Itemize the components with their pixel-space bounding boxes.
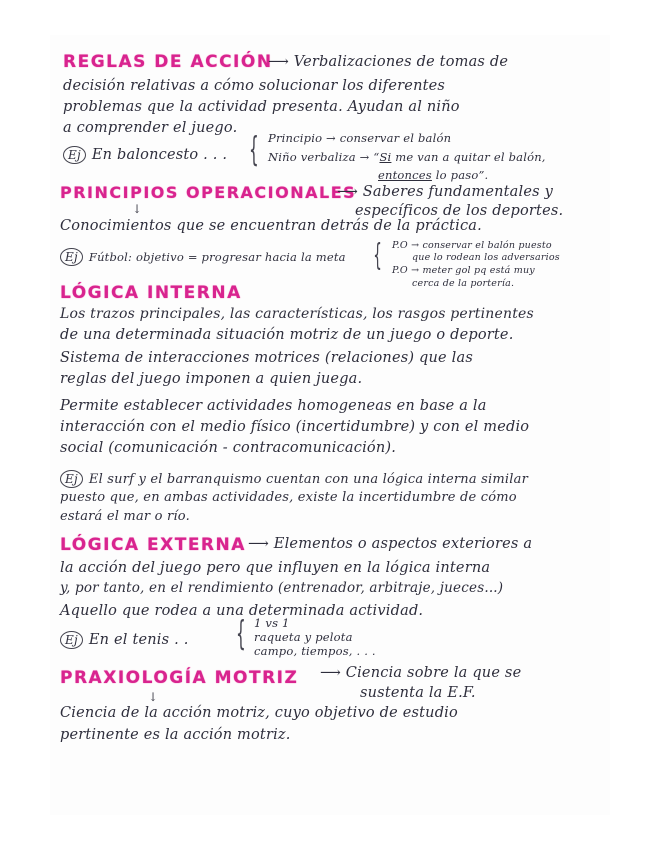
example-line: puesto que, en ambas actividades, existe la incertidumbre de cómo (60, 490, 517, 505)
underlined-word: Si (379, 150, 392, 164)
definition-line: Ciencia de la acción motriz, cuyo objetivo de estudio (60, 705, 458, 721)
example-detail: P.O → conservar el balón puesto (392, 240, 552, 251)
example-line (60, 470, 528, 488)
heading-logica-interna: LÓGICA INTERNA (60, 283, 242, 303)
definition-line: la acción del juego pero que influyen en la lógica interna (60, 560, 491, 576)
example-detail (268, 150, 546, 164)
example-detail: que lo rodean los adversarios (412, 252, 560, 263)
example-text: En baloncesto . . . (91, 147, 228, 163)
example-text: Fútbol: objetivo = progresar hacia la meta (88, 250, 346, 264)
definition-line: Aquello que rodea a una determinada actividad. (60, 603, 424, 619)
definition-line: de una determinada situación motriz de un juego o deporte. (60, 327, 514, 343)
example-text: El surf y el barranquismo cuentan con una lógica interna similar (88, 472, 528, 487)
example-detail: Principio → conservar el balón (268, 131, 452, 145)
example-detail-text: Niño verbaliza → “ (268, 150, 380, 164)
heading-logica-externa: LÓGICA EXTERNA (60, 535, 246, 555)
definition-line: ⟶ Verbalizaciones de tomas de (268, 54, 509, 70)
definition-line: ⟶ Elementos o aspectos exteriores a (248, 536, 533, 552)
example-line (60, 631, 189, 649)
example-detail: P.O → meter gol pq está muy (392, 265, 535, 276)
definition-line: pertinente es la acción motriz. (60, 727, 291, 743)
definition-line: Conocimientos que se encuentran detrás de la práctica. (60, 218, 482, 234)
example-badge: Ej (60, 470, 83, 488)
example-text: En el tenis . . (88, 632, 189, 648)
brace-icon: { (248, 130, 259, 170)
heading-principios-operacionales: PRINCIPIOS OPERACIONALES (60, 183, 357, 202)
arrow-down-icon: ↓ (132, 202, 143, 216)
example-detail: raqueta y pelota (254, 630, 353, 644)
example-detail-text: me van a quitar el balón, (391, 150, 546, 164)
definition-line: decisión relativas a cómo solucionar los diferentes (63, 78, 446, 94)
underlined-word: entonces (378, 168, 432, 182)
example-detail: 1 vs 1 (254, 616, 290, 630)
heading-praxiologia-motriz: PRAXIOLOGÍA MOTRIZ (60, 668, 299, 688)
definition-line: ⟶ Ciencia sobre la que se (320, 665, 522, 681)
example-detail-text: lo paso”. (431, 168, 489, 182)
heading-reglas-de-accion: REGLAS DE ACCIÓN (63, 52, 273, 72)
definition-line: sustenta la E.F. (360, 685, 476, 701)
example-badge: Ej (60, 248, 83, 266)
example-detail (378, 168, 488, 182)
definition-line: ⟶ Saberes fundamentales y (337, 184, 553, 200)
example-line (63, 146, 227, 164)
example-line (60, 248, 346, 266)
arrow-down-icon: ↓ (148, 690, 159, 704)
definition-line: Sistema de interacciones motrices (relaciones) que las (60, 350, 473, 366)
definition-line: problemas que la actividad presenta. Ayudan al niño (63, 99, 460, 115)
brace-icon: { (235, 614, 246, 654)
definition-line: Permite establecer actividades homogeneas en base a la (60, 398, 487, 414)
example-badge: Ej (63, 146, 86, 164)
definition-line: reglas del juego imponen a quien juega. (60, 371, 363, 387)
definition-line: interacción con el medio físico (incertidumbre) y con el medio (60, 419, 530, 435)
definition-line: y, por tanto, en el rendimiento (entrenador, arbitraje, jueces...) (60, 580, 504, 596)
brace-icon: { (373, 238, 382, 273)
example-badge: Ej (60, 631, 83, 649)
definition-line: social (comunicación - contracomunicación). (60, 440, 397, 456)
definition-line: Los trazos principales, las características, los rasgos pertinentes (60, 306, 534, 322)
example-detail: cerca de la portería. (412, 278, 515, 289)
example-detail: campo, tiempos, . . . (254, 644, 376, 658)
example-line: estará el mar o río. (60, 509, 190, 524)
definition-line: a comprender el juego. (63, 120, 238, 136)
definition-line: específicos de los deportes. (355, 203, 564, 219)
